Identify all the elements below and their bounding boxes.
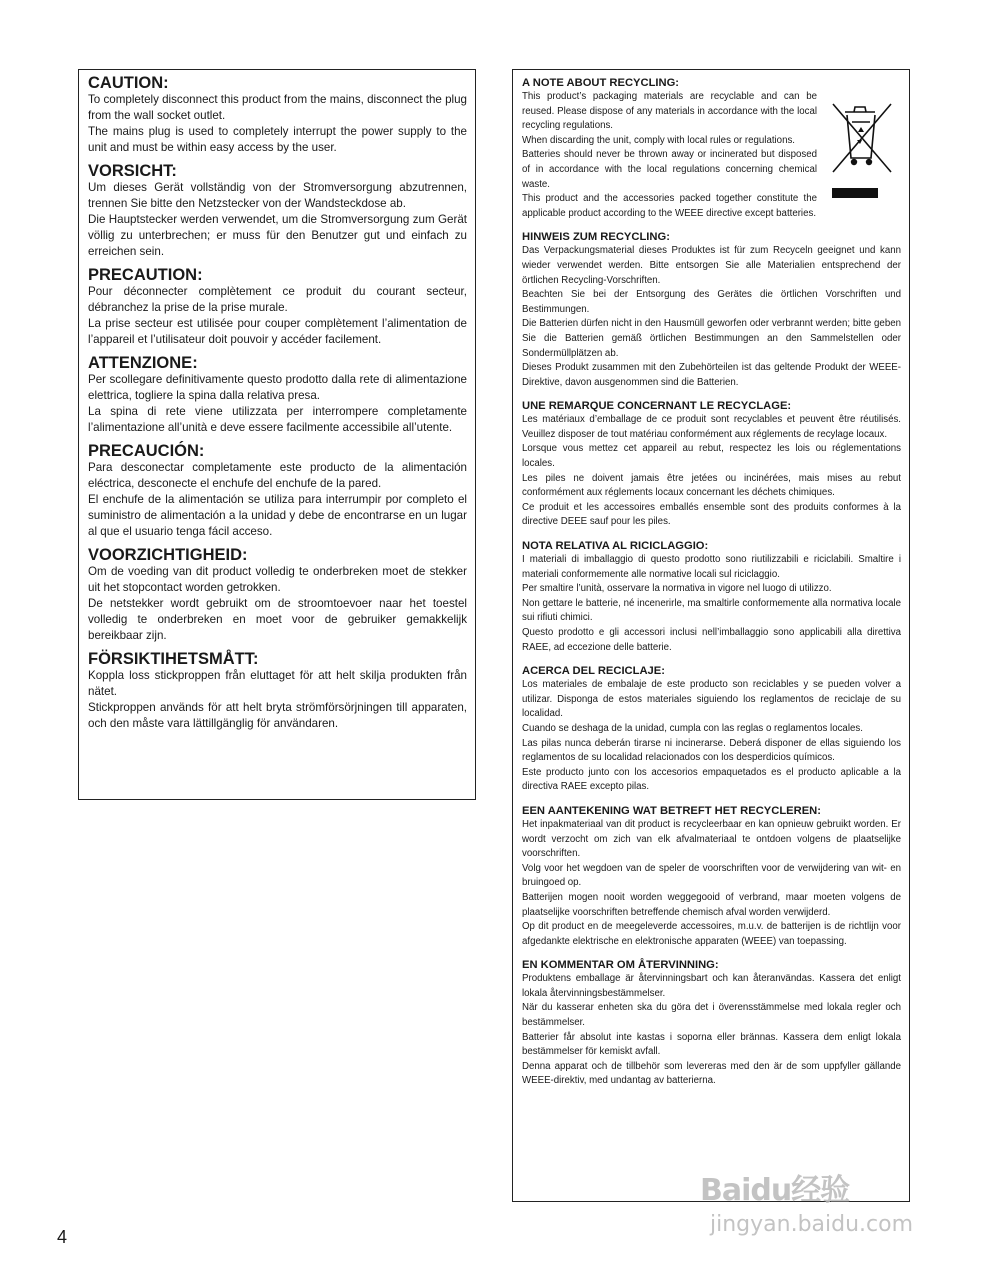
notice-section: [522, 958, 901, 1089]
notice-section: [88, 266, 467, 348]
section-paragraph: Koppla loss stickproppen från eluttaget för att helt skilja produkten från nätet.: [88, 669, 467, 698]
section-heading: PRECAUCIÓN:: [88, 442, 205, 460]
section-paragraph: Um dieses Gerät vollständig von der Stromversorgung abzutrennen, trennen Sie bitte den Netzstecker von der Wandsteckdose ab.: [88, 181, 467, 210]
section-paragraph: Para desconectar completamente este producto de la alimentación eléctrica, desconecte el enchufe del enchufe de la pared.: [88, 461, 467, 490]
section-heading: VORSICHT:: [88, 162, 177, 180]
section-paragraph: To completely disconnect this product from the mains, disconnect the plug from the wall socket outlet.: [88, 93, 467, 122]
notice-section: [522, 804, 901, 949]
section-heading: NOTA RELATIVA AL RICICLAGGIO:: [522, 540, 709, 553]
section-paragraph: Non gettare le batterie, né incenerirle, ma smaltirle conformemente alla normativa locale sui rifiuti chimici.: [522, 597, 901, 624]
section-heading: A NOTE ABOUT RECYCLING:: [522, 77, 680, 89]
section-paragraph: Die Hauptstecker werden verwendet, um die Stromversorgung zum Gerät völlig zu unterbrechen; er muss für den Benutzer gut und einfach zu erreichen sein.: [88, 213, 467, 258]
watermark-brand: Baidu经验: [700, 1173, 850, 1208]
caution-box: [78, 69, 476, 800]
section-heading: VOORZICHTIGHEID:: [88, 546, 248, 564]
section-heading: FÖRSIKTIHETSMÅTT:: [88, 650, 259, 668]
section-paragraph: Cuando se deshaga de la unidad, cumpla con las reglas o reglamentos locales.: [522, 722, 863, 734]
page-number: 4: [57, 1227, 68, 1247]
section-paragraph: Les matériaux d’emballage de ce produit sont recyclables et peuvent être réutilisés. Veuillez disposer de tout matériau conformément aux réglements de recylage locaux.: [522, 414, 901, 440]
section-paragraph: Het inpakmateriaal van dit product is recycleerbaar en kan opnieuw gebruikt worden. Er wordt verzocht om zich van elk afvalmateriaal te ontdoen volgens de plaatselijke voorschriften.: [522, 818, 901, 860]
section-paragraph: De netstekker wordt gebruikt om de stroomtoevoer naar het toestel volledig te onderbreken en moet voor de gebruiker gemakkelijk bereikbaar zijn.: [88, 597, 467, 642]
section-paragraph: Los materiales de embalaje de este producto son reciclables y se pueden volver a utilizar. Disponga de estos materiales siguiendo los reglamentos de reciclaje de su localidad.: [522, 679, 901, 720]
section-paragraph: Ce produit et les accessoires emballés ensemble sont des produits conformes à la directive DEEE sauf pour les piles.: [522, 501, 901, 528]
section-paragraph: This product and the accessories packed together constitute the applicable product according to the WEEE directive except batteries.: [522, 193, 817, 219]
section-paragraph: Denna apparat och de tillbehör som levereras med den är de som uppfyller gällande WEEE-direktiv, med undantag av batterierna.: [522, 1060, 901, 1087]
section-paragraph: La prise secteur est utilisée pour couper complètement l’alimentation de l’appareil et l’utilisateur doit pouvoir y accéder facilement.: [88, 317, 467, 346]
section-paragraph: Las pilas nunca deberán tirarse ni incinerarse. Deberá disponer de ellas siguiendo los reglamentos de su localidad relacionados con los desperdicios químicos.: [522, 737, 901, 764]
section-paragraph: Questo prodotto e gli accessori inclusi nell’imballaggio sono applicabili alla direttiva RAEE, ad eccezione delle batterie.: [522, 627, 901, 653]
crossed-out-wheelie-bin-icon: [825, 92, 903, 188]
section-paragraph: This product’s packaging materials are recyclable and can be reused. Please dispose of any materials in accordance with the local recycling regulations.: [522, 91, 817, 132]
notice-section: [522, 664, 901, 795]
section-paragraph: Lorsque vous mettez cet appareil au rebut, respectez les lois ou réglementations locales.: [522, 443, 901, 470]
notice-section: [88, 74, 467, 156]
section-paragraph: Beachten Sie bei der Entsorgung des Gerätes die örtlichen Vorschriften und Bestimmungen.: [522, 289, 901, 315]
section-paragraph: Dieses Produkt zusammen mit den Zubehörteilen ist das geltende Produkt der WEEE-Direktive, davon ausgenommen sind die Batterien.: [522, 362, 901, 388]
notice-section: [522, 230, 901, 390]
section-paragraph: Per scollegare definitivamente questo prodotto dalla rete di alimentazione elettrica, togliere la spina dalla relativa presa.: [88, 373, 467, 402]
section-paragraph: Volg voor het wegdoen van de speler de voorschriften voor de verwijdering van wit- en bruingoed op.: [522, 862, 901, 889]
section-paragraph: Die Batterien dürfen nicht in den Hausmüll geworfen oder verbrannt werden; bitte geben Sie die Batterien gemäß örtlichen Bestimmungen an den Sammelstellen oder Sondermüllplätzen ab.: [522, 318, 901, 359]
recycling-sections: [522, 76, 901, 1089]
section-paragraph: La spina di rete viene utilizzata per interrompere completamente l’alimentazione all’unità e deve essere facilmente accessibile all’utente.: [88, 405, 467, 434]
notice-section: [88, 162, 467, 260]
section-paragraph: När du kasserar enheten ska du göra det i överensstämmelse med lokala regler och bestämmelser.: [522, 1002, 901, 1029]
recycling-box: [512, 69, 910, 1202]
section-paragraph: Pour déconnecter complètement ce produit du courant secteur, débranchez la prise de la prise murale.: [88, 285, 467, 314]
section-heading: ATTENZIONE:: [88, 354, 198, 372]
section-heading: CAUTION:: [88, 74, 169, 92]
section-paragraph: Batterijen mogen nooit worden weggegooid of verbrand, maar moeten volgens de plaatselijke voorschriften betreffende chemisch afval worden verwijderd.: [522, 891, 901, 918]
section-heading: UNE REMARQUE CONCERNANT LE RECYCLAGE:: [522, 400, 792, 413]
notice-section: [522, 399, 901, 530]
section-paragraph: Das Verpackungsmaterial dieses Produktes ist für zum Recyceln geeignet und kann wieder verwendet werden. Bitte entsorgen Sie alle Materialien entsprechend der örtlichen Recycling-Vorschriften.: [522, 245, 901, 286]
section-paragraph: When discarding the unit, comply with local rules or regulations.: [522, 134, 795, 146]
weee-black-bar: [832, 188, 878, 198]
section-paragraph: Batterier får absolut inte kastas i soporna eller brännas. Kassera dem enligt lokala bestämmelser för kemiskt avfall.: [522, 1031, 901, 1058]
section-paragraph: Produktens emballage är återvinningsbart och kan återanvändas. Kassera det enligt lokala återvinningsbestämmelser.: [522, 973, 901, 999]
section-paragraph: Les piles ne doivent jamais être jetées ou incinérées, mais mises au rebut conformément aux réglements locaux concernant les déchets chimiques.: [522, 472, 901, 499]
caution-sections: [88, 74, 467, 732]
section-paragraph: El enchufe de la alimentación se utiliza para interrumpir por completo el suministro de alimentación a la unidad y debe de encontrarse en un lugar al que el usuario tenga fácil acceso.: [88, 493, 467, 538]
section-heading: PRECAUTION:: [88, 266, 203, 284]
section-heading: EEN AANTEKENING WAT BETREFT HET RECYCLEREN:: [522, 804, 821, 817]
watermark-url: jingyan.baidu.com: [710, 1212, 914, 1237]
notice-section: [522, 539, 901, 655]
section-paragraph: Stickproppen används för att helt bryta strömförsörjningen till apparaten, och den måste vara lättillgänglig för användaren.: [88, 701, 467, 730]
section-paragraph: Om de voeding van dit product volledig te onderbreken moet de stekker uit het stopcontact worden getrokken.: [88, 565, 467, 594]
section-paragraph: Op dit product en de meegeleverde accessoires, m.u.v. de batterijen is de richtlijn voor afgedankte elektrische en elektronische apparaten (WEEE) van toepassing.: [522, 921, 901, 947]
weee-symbol: [825, 92, 903, 200]
section-paragraph: Este producto junto con los accesorios empaquetados es el producto aplicable a la directiva RAEE excepto pilas.: [522, 766, 901, 793]
section-heading: HINWEIS ZUM RECYCLING:: [522, 231, 670, 244]
section-heading: ACERCA DEL RECICLAJE:: [522, 665, 665, 678]
section-heading: EN KOMMENTAR OM ÅTERVINNING:: [522, 959, 719, 972]
section-paragraph: I materiali di imballaggio di questo prodotto sono riutilizzabili e riciclabili. Smaltire i materiali conformemente alle normative locali sul riciclaggio.: [522, 554, 901, 580]
notice-section: [88, 442, 467, 540]
section-paragraph: Batteries should never be thrown away or incinerated but disposed of in accordance with the local regulations concerning chemical waste.: [522, 149, 817, 190]
section-paragraph: The mains plug is used to completely interrupt the power supply to the unit and must be within easy access by the user.: [88, 125, 467, 154]
notice-section: [88, 546, 467, 644]
notice-section: [88, 354, 467, 436]
notice-section: [88, 650, 467, 732]
section-paragraph: Per smaltire l’unità, osservare la normativa in vigore nel luogo di utilizzo.: [522, 583, 832, 595]
